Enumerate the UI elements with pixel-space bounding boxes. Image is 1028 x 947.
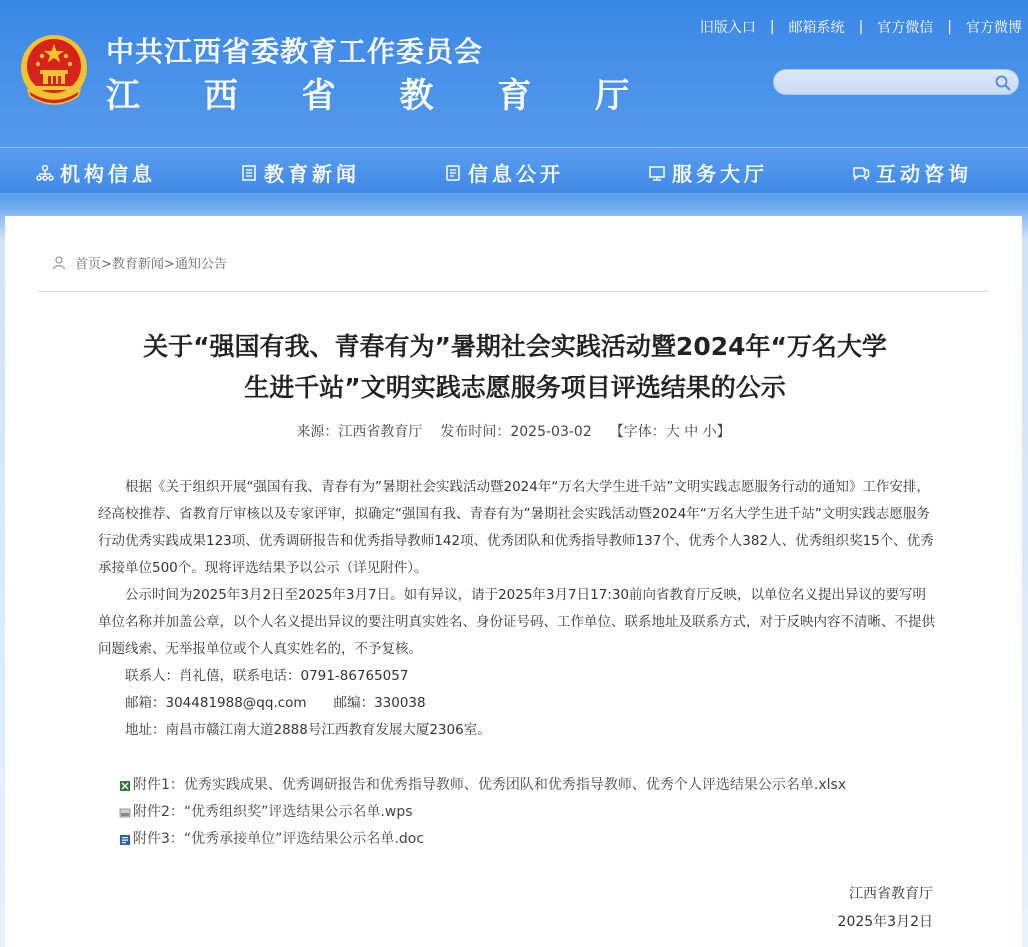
nav-item-info-disclosure[interactable] bbox=[444, 158, 564, 187]
breadcrumb bbox=[51, 253, 227, 272]
attachment-link[interactable]: 附件1：优秀实践成果、优秀调研报告和优秀指导教师、优秀团队和优秀指导教师、优秀个人评选结果公示名单.xlsx bbox=[133, 777, 847, 793]
body-paragraph: 根据《关于组织开展“强国有我、青春有为”暑期社会实践活动暨2024年“万名大学生进千站”文明实践志愿服务行动的通知》工作安排，经高校推荐、省教育厅审核以及专家评审，拟确定“强国有我、青春有为”暑期社会实践活动暨2024年“万名大学生进千站”文明实践志愿服务行动优秀实践成果123项、优秀调研报告和优秀指导教师142项、优秀团队和优秀指导教师137个、优秀个人382人、优秀组织奖15个、优秀承接单位500个。现将评选结果予以公示（详见附件）。 bbox=[98, 479, 934, 576]
signature-date: 2025年3月2日 bbox=[837, 914, 933, 930]
separator: | bbox=[858, 19, 864, 35]
date-value: 2025-03-02 bbox=[510, 424, 592, 440]
wechat-link[interactable]: 官方微信 bbox=[877, 20, 934, 36]
separator: | bbox=[947, 19, 952, 35]
nav-label: 信息公开 bbox=[468, 162, 564, 186]
source-label: 来源： bbox=[296, 424, 339, 440]
divider bbox=[38, 291, 989, 292]
nav-label: 机构信息 bbox=[60, 162, 156, 186]
article-title bbox=[75, 326, 955, 408]
font-size-label: 【字体： bbox=[609, 424, 666, 440]
list-icon bbox=[444, 164, 462, 182]
breadcrumb-notices[interactable]: 通知公告 bbox=[174, 257, 227, 272]
search-input[interactable] bbox=[774, 70, 984, 94]
user-location-icon bbox=[51, 255, 67, 271]
search-box bbox=[773, 69, 1019, 95]
org-chart-icon bbox=[36, 164, 54, 182]
body-paragraph: 公示时间为2025年3月2日至2025年3月7日。如有异议，请于2025年3月7日17:30前向省教育厅反映，以单位名义提出异议的要写明单位名称并加盖公章，以个人名义提出异议的要注明真实姓名、身份证号码、工作单位、联系地址及联系方式，对于反映内容不清晰、不提供问题线索、无举报单位或个人真实姓名的，不予复核。 bbox=[98, 587, 935, 657]
article-meta bbox=[5, 421, 1022, 441]
font-size-medium[interactable]: 中 bbox=[684, 424, 699, 440]
title-line: 关于“强国有我、青春有为”暑期社会实践活动暨2024年“万名大学 bbox=[143, 332, 887, 361]
monitor-icon bbox=[648, 164, 666, 182]
chat-icon bbox=[852, 164, 870, 182]
xlsx-file-icon bbox=[119, 780, 131, 792]
article-body bbox=[98, 474, 936, 744]
attachment-item[interactable] bbox=[119, 826, 846, 853]
font-size-large[interactable]: 大 bbox=[665, 424, 680, 440]
main-nav bbox=[0, 147, 1028, 193]
top-links bbox=[686, 17, 1022, 37]
font-size-close: 】 bbox=[716, 424, 731, 440]
content-card bbox=[5, 216, 1022, 947]
nav-item-service-hall[interactable] bbox=[648, 158, 768, 187]
breadcrumb-home[interactable]: 首页> bbox=[75, 257, 112, 272]
attachment-item[interactable] bbox=[119, 772, 846, 799]
nav-label: 教育新闻 bbox=[264, 162, 360, 186]
font-size-small[interactable]: 小 bbox=[702, 424, 717, 440]
nav-label: 互动咨询 bbox=[876, 162, 972, 186]
attachment-link[interactable]: 附件3：“优秀承接单位”评选结果公示名单.doc bbox=[133, 831, 425, 847]
wps-file-icon bbox=[119, 807, 131, 819]
signature-org: 江西省教育厅 bbox=[849, 886, 933, 902]
search-icon[interactable] bbox=[994, 74, 1012, 92]
address-line: 地址：南昌市赣江南大道2888号江西教育发展大厦2306室。 bbox=[125, 722, 491, 738]
national-emblem-icon bbox=[18, 32, 90, 108]
source-value: 江西省教育厅 bbox=[338, 424, 423, 440]
site-header bbox=[0, 0, 1028, 145]
title-line: 生进千站”文明实践志愿服务项目评选结果的公示 bbox=[244, 373, 786, 402]
contact-line: 联系人：肖礼僖，联系电话：0791-86765057 bbox=[125, 668, 409, 684]
attachment-item[interactable] bbox=[119, 799, 846, 826]
nav-label: 服务大厅 bbox=[672, 162, 768, 186]
doc-file-icon bbox=[119, 834, 131, 846]
attachment-link[interactable]: 附件2：“优秀组织奖”评选结果公示名单.wps bbox=[133, 804, 413, 820]
document-icon bbox=[240, 164, 258, 182]
nav-item-edu-news[interactable] bbox=[240, 158, 360, 187]
signature bbox=[5, 880, 933, 936]
email-line: 邮箱：304481988@qq.com 邮编：330038 bbox=[125, 695, 426, 711]
weibo-link[interactable]: 官方微博 bbox=[966, 20, 1022, 36]
old-version-link[interactable]: 旧版入口 bbox=[699, 20, 756, 36]
date-label: 发布时间： bbox=[440, 424, 511, 440]
attachments bbox=[119, 772, 846, 853]
dept-name: 江 西 省 教 育 厅 bbox=[106, 76, 656, 116]
nav-item-interactive-consult[interactable] bbox=[852, 158, 972, 187]
nav-item-org-info[interactable] bbox=[36, 158, 156, 187]
separator: | bbox=[769, 19, 775, 35]
breadcrumb-edu-news[interactable]: 教育新闻> bbox=[111, 257, 175, 272]
org-name: 中共江西省委教育工作委员会 bbox=[106, 35, 484, 68]
mail-system-link[interactable]: 邮箱系统 bbox=[788, 20, 845, 36]
